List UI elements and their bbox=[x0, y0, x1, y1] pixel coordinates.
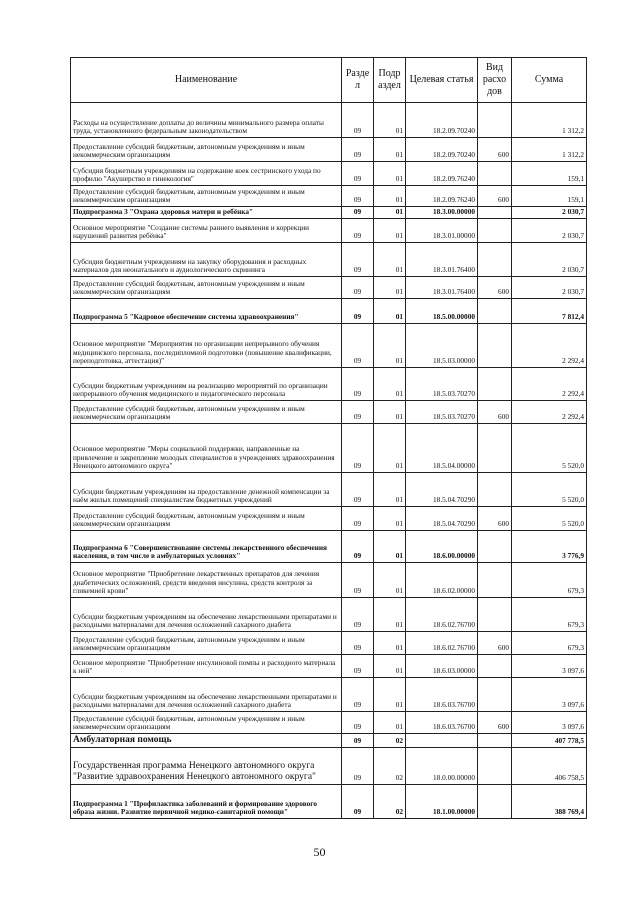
cell-sum: 2 292,4 bbox=[512, 401, 587, 424]
cell-target-article: 18.3.01.76400 bbox=[406, 243, 478, 277]
table-row bbox=[71, 785, 587, 819]
cell-podrazdel: 01 bbox=[374, 473, 406, 507]
cell-name: Предоставление субсидий бюджетным, автономным учреждениям и иным некоммерческим организациям bbox=[71, 138, 342, 162]
table-row bbox=[71, 563, 587, 598]
cell-sum: 159,1 bbox=[512, 186, 587, 207]
table-row bbox=[71, 103, 587, 138]
cell-expense-type bbox=[478, 678, 512, 712]
cell-expense-type bbox=[478, 368, 512, 401]
cell-target-article: 18.6.03.76700 bbox=[406, 712, 478, 734]
cell-sum: 679,3 bbox=[512, 598, 587, 632]
cell-target-article: 18.5.00.00000 bbox=[406, 299, 478, 324]
cell-target-article: 18.6.00.00000 bbox=[406, 531, 478, 563]
cell-target-article: 18.6.03.00000 bbox=[406, 655, 478, 678]
table-row bbox=[71, 632, 587, 655]
cell-razdel: 09 bbox=[342, 243, 374, 277]
cell-target-article: 18.2.09.76240 bbox=[406, 162, 478, 186]
cell-sum: 3 776,9 bbox=[512, 531, 587, 563]
cell-expense-type bbox=[478, 598, 512, 632]
table-row bbox=[71, 678, 587, 712]
cell-sum: 2 030,7 bbox=[512, 207, 587, 219]
cell-razdel: 09 bbox=[342, 207, 374, 219]
header-name: Наименование bbox=[71, 58, 342, 103]
cell-target-article: 18.3.00.00000 bbox=[406, 207, 478, 219]
cell-target-article: 18.3.01.00000 bbox=[406, 219, 478, 243]
cell-name: Предоставление субсидий бюджетным, автономным учреждениям и иным некоммерческим организациям bbox=[71, 712, 342, 734]
cell-razdel: 09 bbox=[342, 162, 374, 186]
cell-podrazdel: 01 bbox=[374, 207, 406, 219]
cell-podrazdel: 01 bbox=[374, 368, 406, 401]
cell-target-article: 18.5.03.00000 bbox=[406, 324, 478, 368]
cell-expense-type bbox=[478, 785, 512, 819]
cell-razdel: 09 bbox=[342, 563, 374, 598]
cell-razdel: 09 bbox=[342, 785, 374, 819]
cell-name: Основное мероприятие "Приобретение инсулиновой помпы и расходного материала к ней" bbox=[71, 655, 342, 678]
cell-expense-type bbox=[478, 243, 512, 277]
cell-target-article: 18.5.04.70290 bbox=[406, 473, 478, 507]
cell-expense-type: 600 bbox=[478, 401, 512, 424]
cell-podrazdel: 01 bbox=[374, 563, 406, 598]
cell-podrazdel: 01 bbox=[374, 655, 406, 678]
cell-sum: 159,1 bbox=[512, 162, 587, 186]
cell-name: Субсидии бюджетным учреждениям на обеспечение лекарственными препаратами и расходными материалами для лечения осложнений сахарного диабета bbox=[71, 678, 342, 712]
cell-sum: 5 520,0 bbox=[512, 424, 587, 473]
table-row bbox=[71, 598, 587, 632]
table-row bbox=[71, 277, 587, 299]
table-row bbox=[71, 219, 587, 243]
cell-expense-type bbox=[478, 563, 512, 598]
cell-expense-type bbox=[478, 424, 512, 473]
table-row bbox=[71, 712, 587, 734]
cell-name: Предоставление субсидий бюджетным, автономным учреждениям и иным некоммерческим организациям bbox=[71, 186, 342, 207]
cell-expense-type bbox=[478, 473, 512, 507]
cell-razdel: 09 bbox=[342, 748, 374, 785]
cell-podrazdel: 01 bbox=[374, 219, 406, 243]
budget-table bbox=[70, 57, 587, 819]
cell-podrazdel: 01 bbox=[374, 507, 406, 531]
cell-name: Основное мероприятие "Меры социальной поддержки, направленные на привлечение и закрепление молодых специалистов в учреждениях здравоохранения Ненецкого автономного округа" bbox=[71, 424, 342, 473]
table-row bbox=[71, 748, 587, 785]
cell-sum: 2 292,4 bbox=[512, 324, 587, 368]
table-row bbox=[71, 243, 587, 277]
cell-razdel: 09 bbox=[342, 632, 374, 655]
cell-name: Предоставление субсидий бюджетным, автономным учреждениям и иным некоммерческим организациям bbox=[71, 507, 342, 531]
cell-name: Подпрограмма 6 "Совершенствование системы лекарственного обеспечения населения, в том числе в амбулаторных условиях" bbox=[71, 531, 342, 563]
cell-sum: 2 292,4 bbox=[512, 368, 587, 401]
cell-razdel: 09 bbox=[342, 368, 374, 401]
cell-target-article: 18.3.01.76400 bbox=[406, 277, 478, 299]
cell-target-article: 18.2.09.70240 bbox=[406, 138, 478, 162]
cell-podrazdel: 01 bbox=[374, 678, 406, 712]
cell-target-article: 18.5.04.00000 bbox=[406, 424, 478, 473]
cell-podrazdel: 01 bbox=[374, 277, 406, 299]
cell-podrazdel: 01 bbox=[374, 243, 406, 277]
cell-expense-type bbox=[478, 655, 512, 678]
cell-target-article: 18.2.09.76240 bbox=[406, 186, 478, 207]
cell-target-article: 18.6.02.76700 bbox=[406, 598, 478, 632]
cell-name: Субсидия бюджетным учреждениям на содержание коек сестринского ухода по профилю "Акушерство и гинекология" bbox=[71, 162, 342, 186]
cell-name: Основное мероприятие "Мероприятия по организации непрерывного обучения медицинского персонала, последипломной подготовки (повышение квалификации, переподготовка, аттестация)" bbox=[71, 324, 342, 368]
cell-name: Субсидия бюджетным учреждениям на закупку оборудования и расходных материалов для неонатального и аудиологического скрининга bbox=[71, 243, 342, 277]
cell-sum: 2 030,7 bbox=[512, 243, 587, 277]
cell-sum: 679,3 bbox=[512, 632, 587, 655]
cell-razdel: 09 bbox=[342, 507, 374, 531]
header-sum: Сумма bbox=[512, 58, 587, 103]
cell-name: Предоставление субсидий бюджетным, автономным учреждениям и иным некоммерческим организациям bbox=[71, 401, 342, 424]
cell-name: Предоставление субсидий бюджетным, автономным учреждениям и иным некоммерческим организациям bbox=[71, 277, 342, 299]
table-row bbox=[71, 324, 587, 368]
table-row bbox=[71, 734, 587, 748]
cell-razdel: 09 bbox=[342, 138, 374, 162]
cell-name: Основное мероприятие "Создание системы раннего выявления и коррекции нарушений развития ребёнка" bbox=[71, 219, 342, 243]
header-target-article: Целевая статья bbox=[406, 58, 478, 103]
cell-sum: 679,3 bbox=[512, 563, 587, 598]
table-body bbox=[71, 103, 587, 819]
table-row bbox=[71, 473, 587, 507]
cell-name: Подпрограмма 3 "Охрана здоровья матери и ребёнка" bbox=[71, 207, 342, 219]
cell-expense-type bbox=[478, 162, 512, 186]
cell-podrazdel: 01 bbox=[374, 401, 406, 424]
cell-target-article: 18.6.02.76700 bbox=[406, 632, 478, 655]
cell-razdel: 09 bbox=[342, 678, 374, 712]
cell-sum: 7 812,4 bbox=[512, 299, 587, 324]
cell-sum: 5 520,0 bbox=[512, 473, 587, 507]
cell-razdel: 09 bbox=[342, 734, 374, 748]
table-row bbox=[71, 299, 587, 324]
cell-sum: 3 097,6 bbox=[512, 712, 587, 734]
cell-name: Подпрограмма 1 "Профилактика заболеваний и формирование здорового образа жизни. Развитие первичной медико-санитарной помощи" bbox=[71, 785, 342, 819]
cell-expense-type bbox=[478, 324, 512, 368]
cell-target-article: 18.5.03.70270 bbox=[406, 401, 478, 424]
cell-podrazdel: 02 bbox=[374, 734, 406, 748]
cell-expense-type bbox=[478, 103, 512, 138]
cell-razdel: 09 bbox=[342, 598, 374, 632]
cell-podrazdel: 02 bbox=[374, 785, 406, 819]
table-row bbox=[71, 424, 587, 473]
cell-sum: 388 769,4 bbox=[512, 785, 587, 819]
header-expense-type: Вид расхо дов bbox=[478, 58, 512, 103]
cell-razdel: 09 bbox=[342, 712, 374, 734]
cell-target-article: 18.5.04.70290 bbox=[406, 507, 478, 531]
cell-podrazdel: 01 bbox=[374, 186, 406, 207]
cell-razdel: 09 bbox=[342, 219, 374, 243]
cell-target-article: 18.1.00.00000 bbox=[406, 785, 478, 819]
cell-sum: 1 312,2 bbox=[512, 138, 587, 162]
cell-podrazdel: 01 bbox=[374, 103, 406, 138]
cell-expense-type: 600 bbox=[478, 138, 512, 162]
cell-expense-type: 600 bbox=[478, 507, 512, 531]
cell-expense-type: 600 bbox=[478, 712, 512, 734]
cell-sum: 3 097,6 bbox=[512, 655, 587, 678]
cell-expense-type bbox=[478, 219, 512, 243]
table-row bbox=[71, 401, 587, 424]
table-row bbox=[71, 507, 587, 531]
header-razdel: Разде л bbox=[342, 58, 374, 103]
cell-name: Основное мероприятие "Приобретение лекарственных препаратов для лечения диабетических осложнений, средств введения инсулина, средств контроля за гликемией крови" bbox=[71, 563, 342, 598]
cell-name: Амбулаторная помощь bbox=[71, 734, 342, 748]
header-podrazdel: Подр аздел bbox=[374, 58, 406, 103]
cell-podrazdel: 01 bbox=[374, 138, 406, 162]
cell-razdel: 09 bbox=[342, 473, 374, 507]
cell-expense-type bbox=[478, 207, 512, 219]
cell-target-article: 18.2.09.70240 bbox=[406, 103, 478, 138]
cell-name: Подпрограмма 5 "Кадровое обеспечение системы здравоохранения" bbox=[71, 299, 342, 324]
cell-razdel: 09 bbox=[342, 531, 374, 563]
cell-razdel: 09 bbox=[342, 299, 374, 324]
cell-podrazdel: 01 bbox=[374, 324, 406, 368]
cell-razdel: 09 bbox=[342, 324, 374, 368]
page-number: 50 bbox=[313, 845, 326, 859]
cell-razdel: 09 bbox=[342, 186, 374, 207]
cell-razdel: 09 bbox=[342, 277, 374, 299]
cell-name: Расходы на осуществление доплаты до величины минимального размера оплаты труда, установленного федеральным законодательством bbox=[71, 103, 342, 138]
cell-expense-type bbox=[478, 734, 512, 748]
cell-expense-type bbox=[478, 531, 512, 563]
cell-sum: 3 097,6 bbox=[512, 678, 587, 712]
table-row bbox=[71, 531, 587, 563]
cell-razdel: 09 bbox=[342, 103, 374, 138]
cell-name: Предоставление субсидий бюджетным, автономным учреждениям и иным некоммерческим организациям bbox=[71, 632, 342, 655]
cell-sum: 2 030,7 bbox=[512, 277, 587, 299]
cell-sum: 1 312,2 bbox=[512, 103, 587, 138]
cell-name: Субсидии бюджетным учреждениям на обеспечение лекарственными препаратами и расходными материалами для лечения осложнений сахарного диабета bbox=[71, 598, 342, 632]
table-row bbox=[71, 186, 587, 207]
cell-sum: 2 030,7 bbox=[512, 219, 587, 243]
cell-target-article bbox=[406, 734, 478, 748]
cell-target-article: 18.6.03.76700 bbox=[406, 678, 478, 712]
table-row bbox=[71, 655, 587, 678]
cell-sum: 406 758,5 bbox=[512, 748, 587, 785]
cell-target-article: 18.6.02.00000 bbox=[406, 563, 478, 598]
cell-expense-type: 600 bbox=[478, 632, 512, 655]
cell-podrazdel: 01 bbox=[374, 531, 406, 563]
cell-expense-type bbox=[478, 299, 512, 324]
cell-expense-type bbox=[478, 748, 512, 785]
table-header-row bbox=[71, 58, 587, 103]
cell-expense-type: 600 bbox=[478, 277, 512, 299]
cell-podrazdel: 01 bbox=[374, 162, 406, 186]
table-row bbox=[71, 138, 587, 162]
table-row bbox=[71, 162, 587, 186]
cell-sum: 407 778,5 bbox=[512, 734, 587, 748]
cell-razdel: 09 bbox=[342, 655, 374, 678]
cell-name: Субсидии бюджетным учреждениям на реализацию мероприятий по организации непрерывного обучения медицинского и педагогического персонала bbox=[71, 368, 342, 401]
cell-name: Государственная программа Ненецкого автономного округа "Развитие здравоохранения Ненецкого автономного округа" bbox=[71, 748, 342, 785]
cell-podrazdel: 01 bbox=[374, 712, 406, 734]
cell-podrazdel: 01 bbox=[374, 424, 406, 473]
cell-target-article: 18.0.00.00000 bbox=[406, 748, 478, 785]
cell-razdel: 09 bbox=[342, 401, 374, 424]
cell-podrazdel: 01 bbox=[374, 632, 406, 655]
budget-table-sheet bbox=[70, 57, 586, 819]
table-row bbox=[71, 207, 587, 219]
cell-sum: 5 520,0 bbox=[512, 507, 587, 531]
cell-name: Субсидии бюджетным учреждениям на предоставление денежной компенсации за наём жилых помещений специалистам бюджетных учреждений bbox=[71, 473, 342, 507]
table-row bbox=[71, 368, 587, 401]
cell-target-article: 18.5.03.70270 bbox=[406, 368, 478, 401]
cell-razdel: 09 bbox=[342, 424, 374, 473]
cell-podrazdel: 02 bbox=[374, 748, 406, 785]
cell-expense-type: 600 bbox=[478, 186, 512, 207]
cell-podrazdel: 01 bbox=[374, 299, 406, 324]
cell-podrazdel: 01 bbox=[374, 598, 406, 632]
